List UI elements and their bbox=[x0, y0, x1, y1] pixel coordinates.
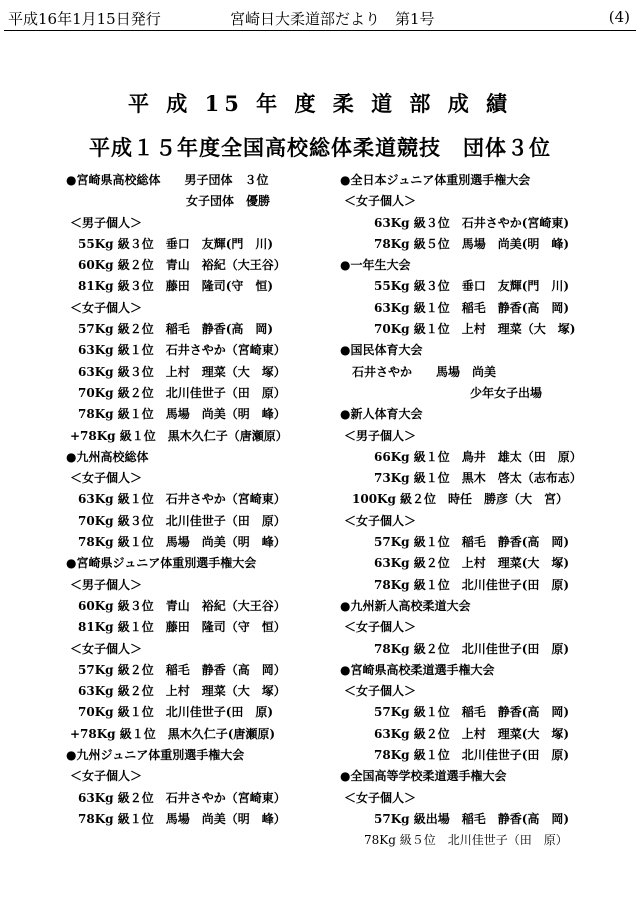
result-line: 63Kg 級１位 稲毛 静香(高 岡) bbox=[374, 300, 570, 315]
result-line: 少年女子出場 bbox=[470, 385, 543, 400]
category-heading: ＜女子個人＞ bbox=[344, 790, 417, 805]
result-line: 60Kg 級３位 青山 裕紀（大王谷） bbox=[78, 598, 286, 613]
result-line: 60Kg 級２位 青山 裕紀（大王谷） bbox=[78, 258, 286, 273]
result-line: 63Kg 級３位 上村 理菜（大 塚） bbox=[78, 364, 286, 379]
category-heading: ＜女子個人＞ bbox=[70, 769, 143, 784]
category-heading: ＜男子個人＞ bbox=[70, 215, 143, 230]
results-left-column bbox=[66, 170, 340, 830]
result-line: 石井さやか 馬場 尚美 bbox=[352, 364, 497, 379]
category-heading: ＜女子個人＞ bbox=[70, 471, 143, 486]
result-line: 55Kg 級３位 垂口 友輝(門 川) bbox=[374, 279, 570, 294]
result-line: 57Kg 級２位 稲毛 静香（高 岡） bbox=[78, 662, 286, 677]
category-heading: ＜女子個人＞ bbox=[70, 300, 143, 315]
result-line: 70Kg 級１位 上村 理菜（大 塚) bbox=[374, 322, 576, 337]
result-line: 57Kg 級出場 稲毛 静香(高 岡) bbox=[374, 811, 570, 826]
page-header bbox=[4, 6, 634, 30]
category-heading: ＜女子個人＞ bbox=[344, 194, 417, 209]
issue-date: 平成16年1月15日発行 bbox=[8, 10, 161, 28]
result-line: 78Kg 級１位 北川佳世子(田 原) bbox=[374, 577, 570, 592]
result-line: 57Kg 級１位 稲毛 静香(高 岡) bbox=[374, 705, 570, 720]
event-heading: ●宮崎県高校柔道選手権大会 bbox=[340, 662, 495, 677]
result-line: +78Kg 級１位 黒木久仁子（唐瀬原） bbox=[70, 428, 288, 443]
result-line: 70Kg 級１位 北川佳世子(田 原) bbox=[78, 705, 274, 720]
sub-title: 平成１５年度全国高校総体柔道競技 団体３位 bbox=[89, 135, 551, 160]
result-line: 57Kg 級１位 稲毛 静香(高 岡) bbox=[374, 535, 570, 550]
event-heading: ●一年生大会 bbox=[340, 258, 411, 273]
result-line: 78Kg 級１位 馬場 尚美（明 峰） bbox=[78, 535, 286, 550]
category-heading: ＜男子個人＞ bbox=[70, 577, 143, 592]
page-number: (4) bbox=[608, 8, 630, 26]
result-line: +78Kg 級１位 黒木久仁子(唐瀬原) bbox=[70, 726, 276, 741]
result-line: 63Kg 級１位 石井さやか（宮崎東） bbox=[78, 492, 286, 507]
result-line: 70Kg 級２位 北川佳世子（田 原） bbox=[78, 385, 286, 400]
result-line: 78Kg 級２位 北川佳世子(田 原) bbox=[374, 641, 570, 656]
result-line: 63Kg 級２位 上村 理菜（大 塚） bbox=[78, 684, 286, 699]
result-line: 63Kg 級１位 石井さやか（宮崎東） bbox=[78, 343, 286, 358]
event-heading: ●九州ジュニア体重別選手権大会 bbox=[66, 748, 245, 763]
result-line: 100Kg 級２位 時任 勝彦（大 宮） bbox=[352, 492, 569, 507]
result-line: 78Kg 級１位 馬場 尚美（明 峰） bbox=[78, 811, 286, 826]
event-heading: ●全日本ジュニア体重別選手権大会 bbox=[340, 173, 531, 187]
result-line: 63Kg 級２位 上村 理菜(大 塚) bbox=[374, 726, 570, 741]
category-heading: ＜女子個人＞ bbox=[344, 684, 417, 699]
result-line: 66Kg 級１位 鳥井 雄太（田 原） bbox=[374, 449, 582, 464]
category-heading: ＜女子個人＞ bbox=[344, 513, 417, 528]
event-heading: ●宮崎県高校総体 男子団体 ３位 bbox=[66, 173, 269, 187]
event-heading: ●新人体育大会 bbox=[340, 407, 423, 422]
result-line: 63Kg 級３位 石井さやか(宮崎東) bbox=[374, 215, 570, 230]
result-line: 78Kg 級１位 北川佳世子(田 原) bbox=[374, 748, 570, 763]
category-heading: ＜女子個人＞ bbox=[344, 620, 417, 635]
result-line: 78Kg 級５位 北川佳世子（田 原） bbox=[364, 833, 568, 848]
result-line: 81Kg 級３位 藤田 隆司(守 恒) bbox=[78, 279, 274, 294]
result-line: 女子団体 優勝 bbox=[66, 194, 271, 209]
event-heading: ●九州新人高校柔道大会 bbox=[340, 598, 471, 613]
result-line: 70Kg 級３位 北川佳世子（田 原） bbox=[78, 513, 286, 528]
event-heading: ●宮崎県ジュニア体重別選手権大会 bbox=[66, 556, 257, 571]
result-line: 55Kg 級３位 垂口 友輝(門 川) bbox=[78, 236, 274, 251]
result-line: 63Kg 級２位 上村 理菜(大 塚) bbox=[374, 556, 570, 571]
result-line: 57Kg 級２位 稲毛 静香(高 岡) bbox=[78, 322, 274, 337]
result-line: 73Kg 級１位 黒木 啓太（志布志） bbox=[374, 471, 582, 486]
main-title: 平 成 15 年 度 柔 道 部 成 績 bbox=[127, 91, 513, 116]
event-heading: ●全国高等学校柔道選手権大会 bbox=[340, 769, 507, 784]
result-line: 78Kg 級１位 馬場 尚美（明 峰） bbox=[78, 407, 286, 422]
event-heading: ●国民体育大会 bbox=[340, 343, 423, 358]
results-right-column bbox=[340, 170, 630, 852]
header-divider bbox=[4, 30, 636, 31]
result-line: 78Kg 級５位 馬場 尚美(明 峰) bbox=[374, 236, 570, 251]
result-line: 81Kg 級１位 藤田 隆司（守 恒） bbox=[78, 620, 286, 635]
result-line: 63Kg 級２位 石井さやか（宮崎東） bbox=[78, 790, 286, 805]
event-heading: ●九州高校総体 bbox=[66, 449, 149, 464]
category-heading: ＜女子個人＞ bbox=[70, 641, 143, 656]
category-heading: ＜男子個人＞ bbox=[344, 428, 417, 443]
publication-title: 宮崎日大柔道部だより 第1号 bbox=[230, 10, 435, 28]
